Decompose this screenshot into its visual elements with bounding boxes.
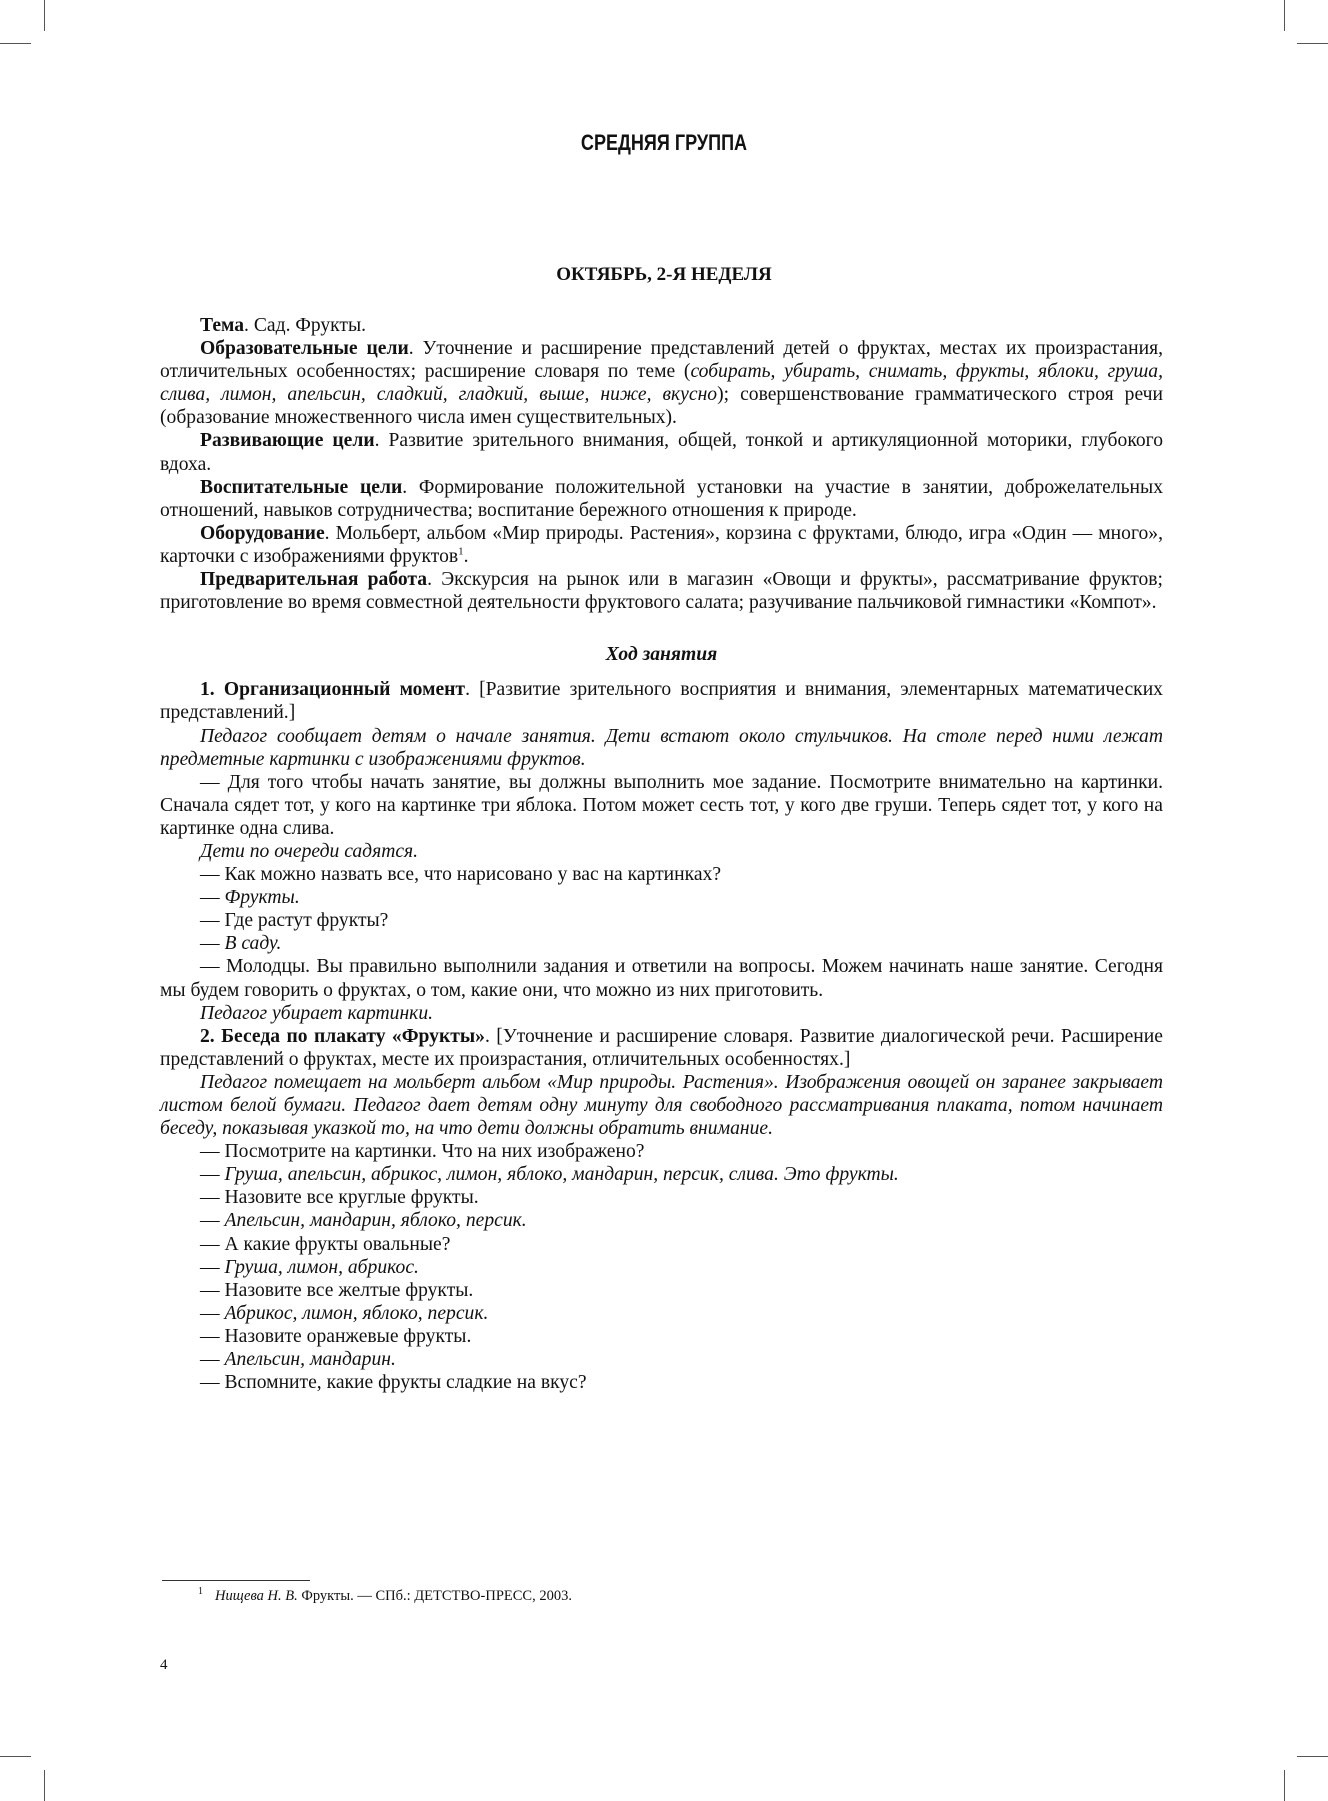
footnote-author: Нищева Н. В.: [215, 1587, 298, 1604]
child-answer: — Абрикос, лимон, яблоко, персик.: [200, 1302, 489, 1324]
crop-mark-bottom-left-vertical: [44, 1770, 45, 1801]
crop-mark-top-right-vertical: [1284, 0, 1285, 31]
stage-direction: Педагог сообщает детям о начале занятия. Дети встают около стульчиков. На столе перед ними лежат предметные картинки с изображениями фруктов.: [160, 725, 1163, 770]
teacher-line: — Как можно назвать все, что нарисовано у вас на картинках?: [200, 864, 722, 886]
stage-direction: Педагог убирает картинки.: [200, 1002, 434, 1024]
teacher-line: — Молодцы. Вы правильно выполнили задания и ответили на вопросы. Можем начинать наше занятие. Сегодня мы будем говорить о фруктах, о том, какие они, что можно из них приготовить.: [160, 956, 1163, 1001]
child-answer: — Груша, лимон, абрикос.: [200, 1256, 419, 1278]
teacher-line: — Назовите оранжевые фрукты.: [200, 1325, 472, 1347]
stage-direction: Педагог помещает на мольберт альбом «Мир природы. Растения». Изображения овощей он заранее закрывает листом белой бумаги. Педагог дает детям одну минуту для свободного рассматривания плаката, потом начинает беседу, показывая указкой то, на что дети должны обратить внимание.: [160, 1071, 1163, 1140]
step2-heading-paragraph: 2. Беседа по плакату «Фрукты». [Уточнение и расширение словаря. Развитие диалогической речи. Расширение представлений о фруктах, месте их произрастания, отличительных особенностях.]: [160, 1025, 1163, 1070]
footnote-number: 1: [198, 1586, 203, 1597]
crop-mark-bottom-left-horizontal: [0, 1756, 31, 1757]
upbringing-goals-label: Воспитательные цели: [200, 476, 403, 498]
group-title: СРЕДНЯЯ ГРУППА: [580, 130, 748, 155]
crop-mark-top-left-vertical: [44, 0, 45, 31]
crop-mark-bottom-right-horizontal: [1297, 1756, 1328, 1757]
teacher-line: — Где растут фрукты?: [200, 910, 389, 932]
edu-goals-paragraph: Образовательные цели. Уточнение и расширение представлений детей о фруктах, местах их произрастания, отличительных особенностях; расширение словаря по теме (собирать, убирать, снимать, фрукты, яблоки, груша, слива, лимон, апельсин, сладкий, гладкий, выше, ниже, вкусно); совершенствование грамматического строя речи (образование множественного числа имен существительных).: [160, 338, 1164, 429]
child-answer: — Груша, апельсин, абрикос, лимон, яблоко, мандарин, персик, слива. Это фрукты.: [200, 1164, 899, 1186]
teacher-line: — А какие фрукты овальные?: [200, 1233, 451, 1255]
teacher-line: — Назовите все желтые фрукты.: [200, 1279, 474, 1301]
footnote-ref[interactable]: 1: [458, 545, 464, 558]
theme-label: Тема: [200, 315, 245, 336]
equipment-paragraph: Оборудование. Мольберт, альбом «Мир природы. Растения», корзина с фруктами, блюдо, игра «Один — много», карточки с изображениями фруктов$^1$.: [160, 522, 1163, 567]
teacher-line: — Назовите все круглые фрукты.: [200, 1187, 479, 1209]
upbringing-goals-paragraph: Воспитательные цели. Формирование положительной установки на участие в занятии, доброжелательных отношений, навыков сотрудничества; воспитание бережного отношения к природе.: [160, 476, 1164, 521]
crop-mark-bottom-right-vertical: [1284, 1770, 1285, 1801]
teacher-line: — Вспомните, какие фрукты сладкие на вкус?: [200, 1372, 587, 1394]
prep-work-label: Предварительная работа: [200, 569, 428, 591]
prep-work-paragraph: Предварительная работа. Экскурсия на рынок или в магазин «Овощи и фрукты», рассматривание фруктов; приготовление во время совместной деятельности фруктового салата; разучивание пальчиковой гимнастики «Компот».: [160, 569, 1163, 614]
crop-mark-top-left-horizontal: [0, 43, 31, 44]
page-number: 4: [160, 1657, 168, 1673]
child-answer: — В саду.: [200, 933, 282, 955]
edu-goals-label: Образовательные цели: [200, 338, 409, 360]
child-answer: — Апельсин, мандарин, яблоко, персик.: [200, 1210, 527, 1232]
vocabulary-list: собирать, убирать, снимать, фрукты, яблоки, груша, слива, лимон, апельсин, сладкий, гладкий, выше, ниже, вкусно: [160, 361, 1163, 406]
section-title: ОКТЯБРЬ, 2-Я НЕДЕЛЯ: [556, 264, 772, 285]
footnote-divider: [162, 1580, 310, 1581]
document-body: [160, 314, 1163, 1394]
equipment-label: Оборудование: [200, 522, 325, 544]
footnote: [198, 1586, 572, 1605]
stage-direction: Дети по очереди садятся.: [200, 840, 419, 862]
dev-goals-label: Развивающие цели: [200, 430, 375, 452]
teacher-line: — Для того чтобы начать занятие, вы должны выполнить мое задание. Посмотрите внимательно на картинки. Сначала сядет тот, у кого на картинке три яблока. Потом может сесть тот, у кого две груши. Теперь сядет тот, у кого на картинке одна слива.: [160, 771, 1163, 839]
crop-mark-top-right-horizontal: [1297, 43, 1328, 44]
teacher-line: — Посмотрите на картинки. Что на них изображено?: [200, 1141, 645, 1163]
step2-label: 2. Беседа по плакату «Фрукты»: [200, 1025, 485, 1047]
step1-dialogue: [160, 725, 1163, 1025]
theme-paragraph: Тема. Сад. Фрукты.: [200, 315, 367, 336]
footnote-text: Фрукты. — СПб.: ДЕТСТВО-ПРЕСС, 2003.: [297, 1587, 572, 1604]
child-answer: — Фрукты.: [200, 887, 300, 909]
step1-heading-paragraph: 1. Организационный момент. [Развитие зрительного восприятия и внимания, элементарных математических представлений.]: [160, 679, 1163, 724]
dev-goals-paragraph: Развивающие цели. Развитие зрительного внимания, общей, тонкой и артикуляционной моторики, глубокого вдоха.: [160, 430, 1163, 475]
child-answer: — Апельсин, мандарин.: [200, 1349, 396, 1371]
lesson-title: Ход занятия: [605, 644, 718, 666]
step1-label: 1. Организационный момент: [200, 679, 466, 701]
step2-dialogue: [160, 1071, 1163, 1394]
